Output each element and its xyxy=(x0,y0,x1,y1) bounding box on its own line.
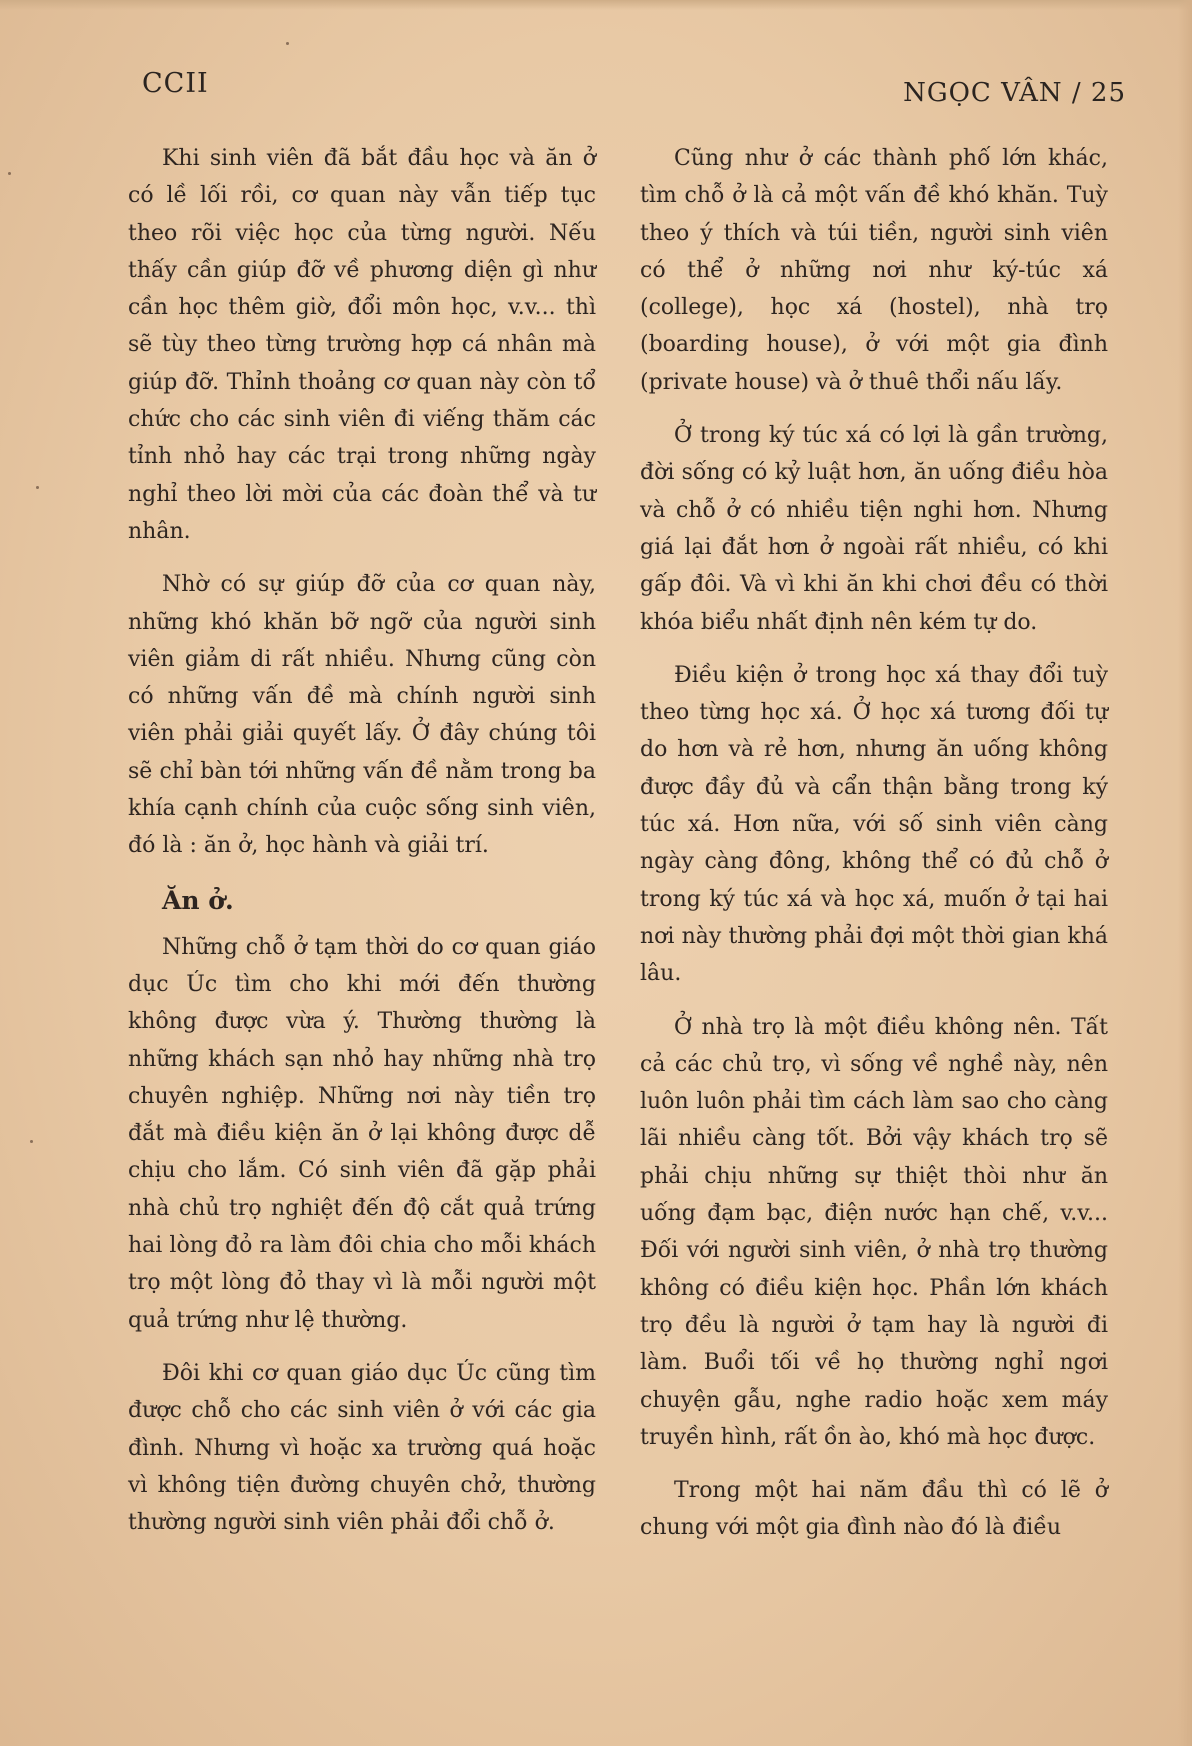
paragraph: Những chỗ ở tạm thời do cơ quan giáo dục Úc tìm cho khi mới đến thường không được vừa ý. Thường thường là những khách sạn nhỏ hay những nhà trọ chuyên nghiệp. Những nơi này tiền trọ đắt mà điều kiện ăn ở lại không được dễ chịu cho lắm. Có sinh viên đã gặp phải nhà chủ trọ nghiệt đến độ cắt quả trứng hai lòng đỏ ra làm đôi chia cho mỗi khách trọ một lòng đỏ thay vì là mỗi người một quả trứng như lệ thường. xyxy=(128,934,596,1333)
page-top-edge xyxy=(0,0,1192,10)
paragraph: Khi sinh viên đã bắt đầu học và ăn ở có lề lối rồi, cơ quan này vẫn tiếp tục theo rõi việc học của từng người. Nếu thấy cần giúp đỡ về phương diện gì như cần học thêm giờ, đổi môn học, v.v... thì sẽ tùy theo từng trường hợp cá nhân mà giúp đỡ. Thỉnh thoảng cơ quan này còn tổ chức cho các sinh viên đi viếng thăm các tỉnh nhỏ hay các trại trong những ngày nghỉ theo lời mời của các đoàn thể và tư nhân. xyxy=(128,146,596,544)
paragraph: Cũng như ở các thành phố lớn khác, tìm chỗ ở là cả một vấn đề khó khăn. Tuỳ theo ý thích và túi tiền, người sinh viên có thể ở những nơi như ký-túc xá (college), học xá (hostel), nhà trọ (boarding house), ở với một gia đình (private house) và ở thuê thổi nấu lấy. xyxy=(640,146,1108,395)
left-column xyxy=(128,140,596,1557)
ink-speck xyxy=(286,42,289,45)
paragraph: Nhờ có sự giúp đỡ của cơ quan này, những khó khăn bỡ ngỡ của người sinh viên giảm di rất nhiều. Nhưng cũng còn có những vấn đề mà chính người sinh viên phải giải quyết lấy. Ở đây chúng tôi sẽ chỉ bàn tới những vấn đề nằm trong ba khía cạnh chính của cuộc sống sinh viên, đó là : ăn ở, học hành và giải trí. xyxy=(128,572,596,859)
section-heading: Ăn ở. xyxy=(162,885,234,915)
right-column xyxy=(640,140,1108,1563)
page-header-left: CCII xyxy=(142,68,209,99)
paragraph: Điều kiện ở trong học xá thay đổi tuỳ theo từng học xá. Ở học xá tương đối tự do hơn và rẻ hơn, nhưng ăn uống không được đầy đủ và cẩn thận bằng trong ký túc xá. Hơn nữa, với số sinh viên càng ngày càng đông, không thể có đủ chỗ ở trong ký túc xá và học xá, muốn ở tại hai nơi này thường phải đợi một thời gian khá lâu. xyxy=(640,662,1108,987)
paragraph: Ở nhà trọ là một điều không nên. Tất cả các chủ trọ, vì sống về nghề này, nên luôn luôn phải tìm cách làm sao cho càng lãi nhiều càng tốt. Bởi vậy khách trọ sẽ phải chịu những sự thiệt thòi như ăn uống đạm bạc, điện nước hạn chế, v.v... Đối với người sinh viên, ở nhà trọ thường không có điều kiện học. Phần lớn khách trọ đều là người ở tạm hay là người đi làm. Buổi tối về họ thường nghỉ ngơi chuyện gẫu, nghe radio hoặc xem máy truyền hình, rất ồn ào, khó mà học được. xyxy=(640,1014,1108,1450)
page-header-right: NGỌC VÂN / 25 xyxy=(903,78,1126,108)
ink-speck xyxy=(36,486,39,489)
paragraph: Ở trong ký túc xá có lợi là gần trường, đời sống có kỷ luật hơn, ăn uống điều hòa và chỗ ở có nhiều tiện nghi hơn. Nhưng giá lại đắt hơn ở ngoài rất nhiều, có khi gấp đôi. Và vì khi ăn khi chơi đều có thời khóa biểu nhất định nên kém tự do. xyxy=(640,423,1108,635)
ink-speck xyxy=(8,172,11,175)
ink-speck xyxy=(30,1140,33,1143)
paragraph: Đôi khi cơ quan giáo dục Úc cũng tìm được chỗ cho các sinh viên ở với các gia đình. Nhưng vì hoặc xa trường quá hoặc vì không tiện đường chuyên chở, thường thường người sinh viên phải đổi chỗ ở. xyxy=(128,1360,596,1536)
page-right-edge xyxy=(1178,0,1192,1746)
paragraph: Trong một hai năm đầu thì có lẽ ở chung với một gia đình nào đó là điều xyxy=(640,1478,1108,1541)
